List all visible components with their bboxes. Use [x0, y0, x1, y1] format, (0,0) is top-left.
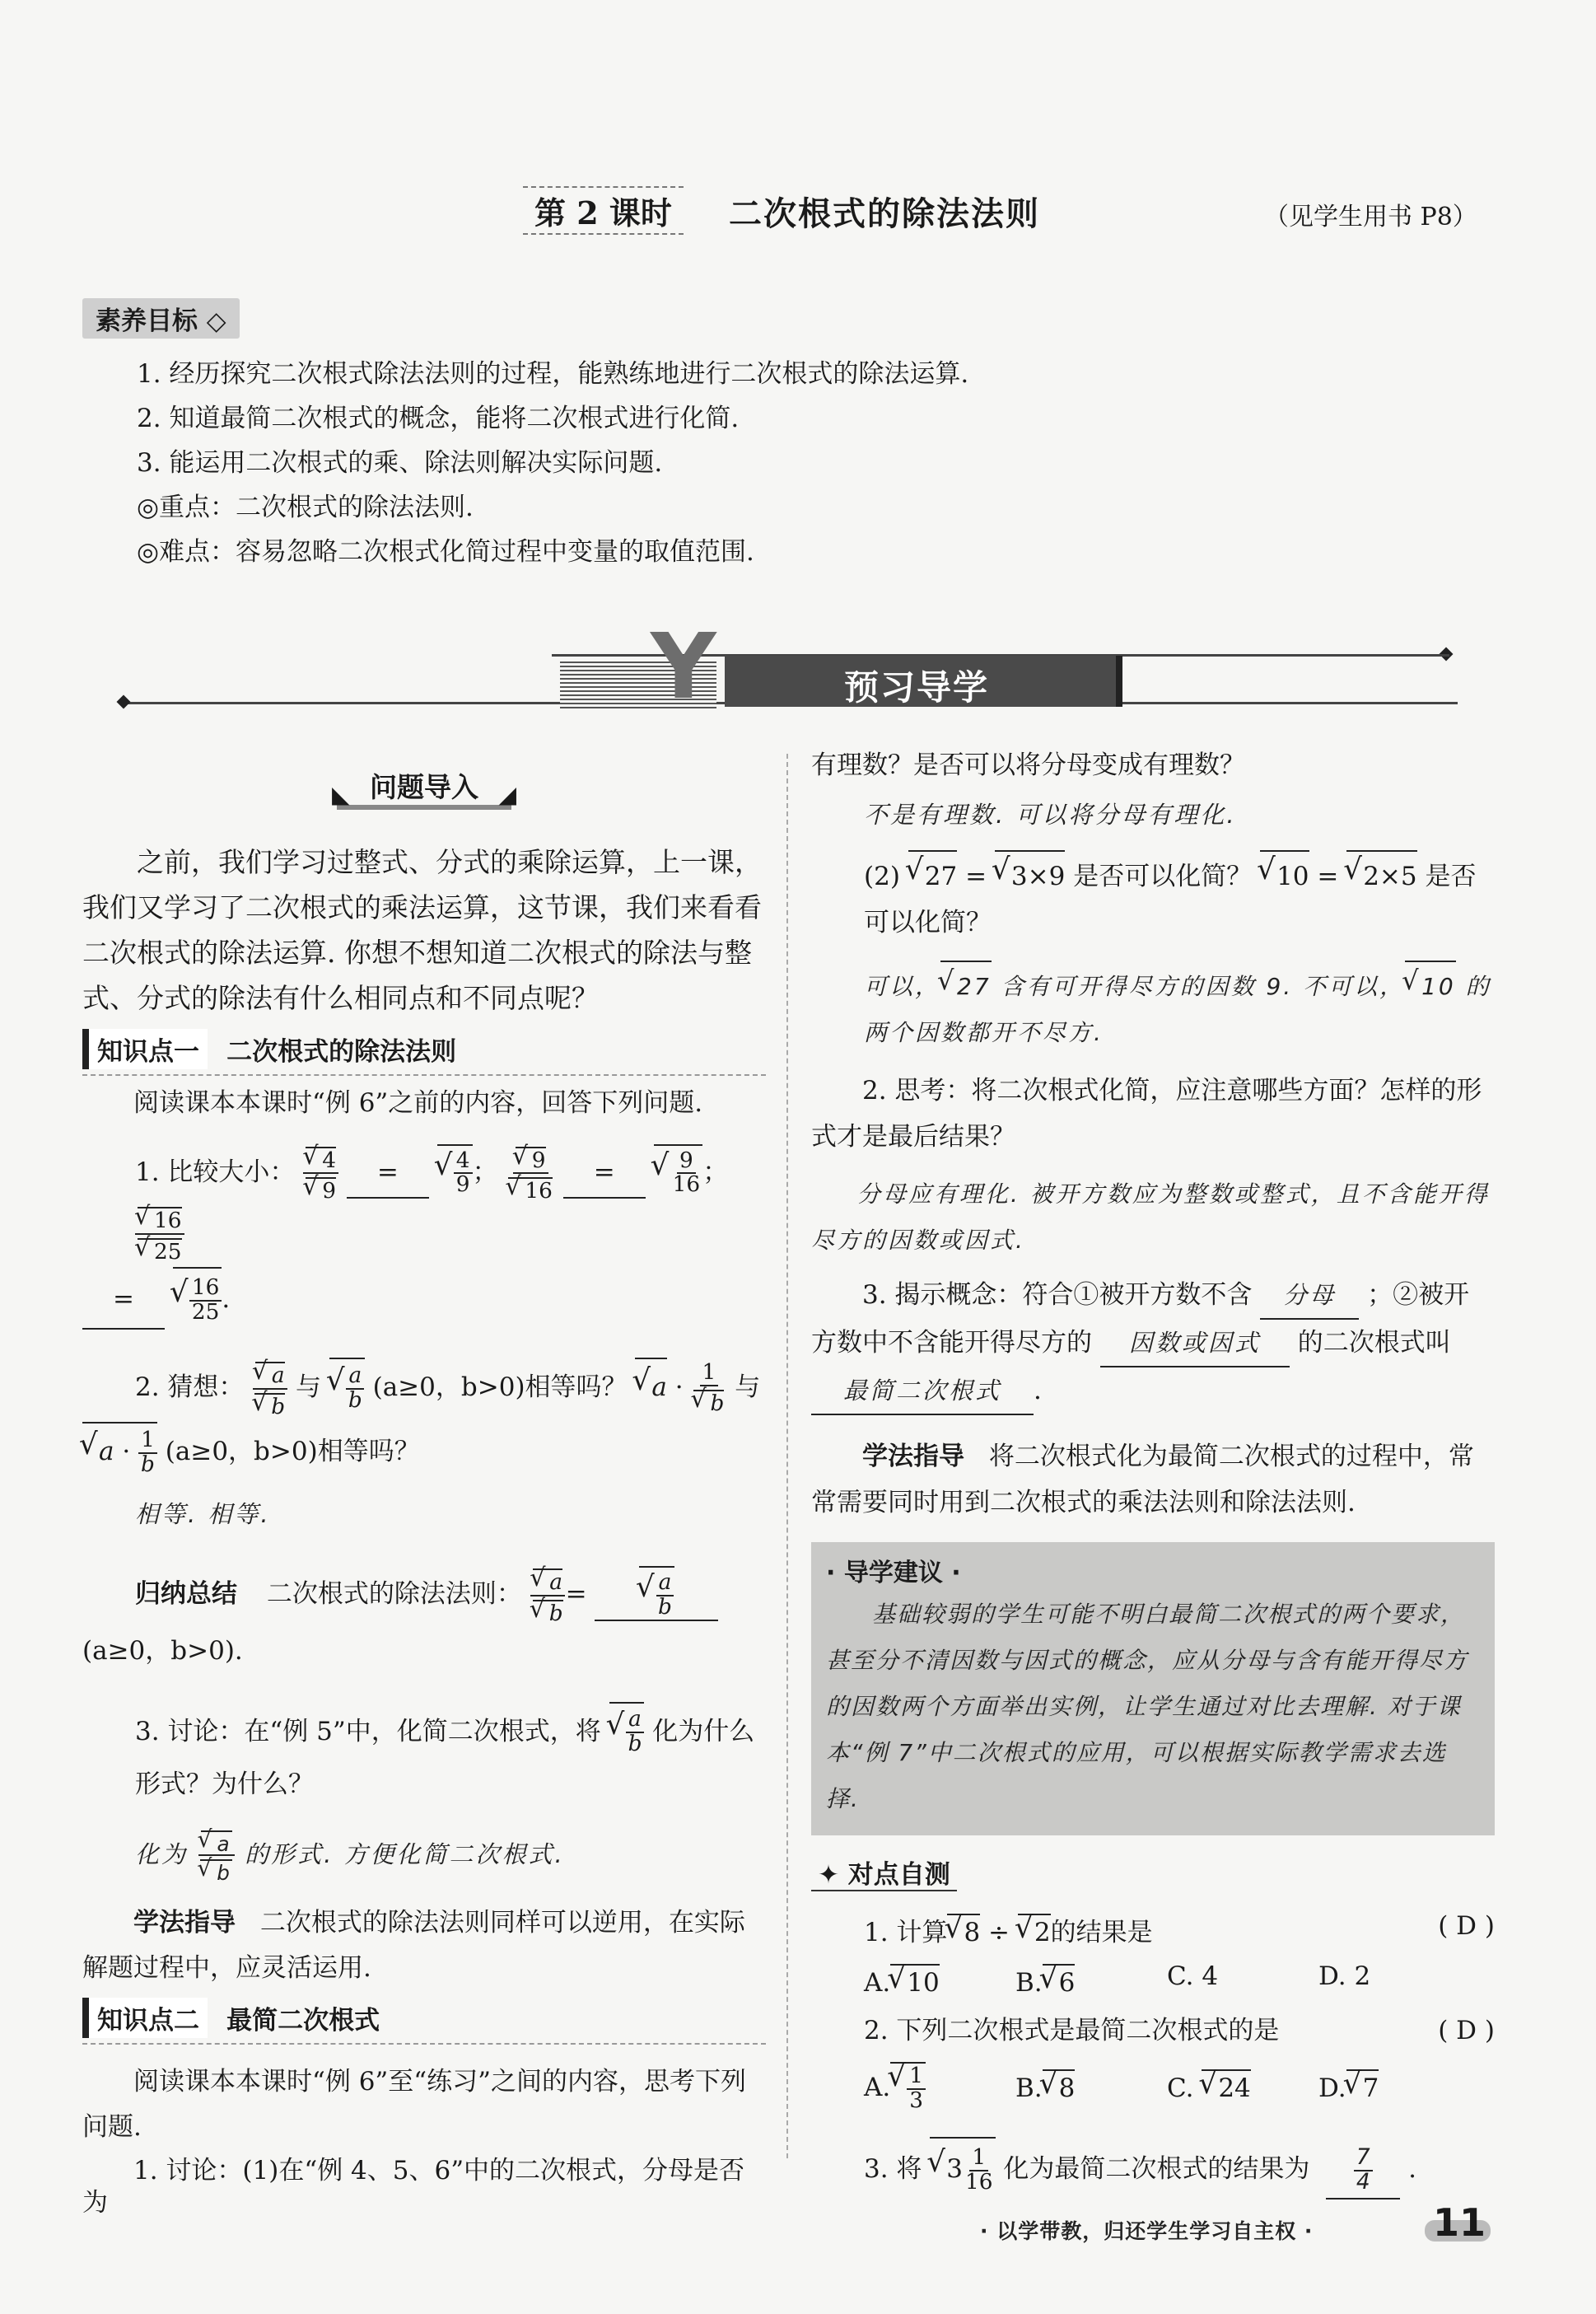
triangle-icon: ◣ [332, 781, 350, 808]
test-q2-options: A. √ $\frac{1}{3}$ B.√ 8 C. √ 24 D.√ 7 [811, 2059, 1495, 2112]
kp1-label: 知识点一 [82, 1029, 208, 1069]
q3-blank-1: 分母 [1260, 1272, 1359, 1320]
diamond-icon: ◇ [198, 306, 226, 336]
banner-letter: Y [651, 614, 716, 719]
kp1-title: 二次根式的除法法则 [226, 1037, 457, 1067]
lesson-number: 第 2 课时 [523, 186, 684, 235]
goals-section [82, 298, 1524, 574]
banner-title: 预习导学 [844, 667, 990, 708]
q1-blank-1: = [347, 1148, 429, 1199]
q2-answer: 相等. 相等. [135, 1500, 271, 1529]
lesson-header [506, 181, 1083, 239]
right-column [811, 750, 1495, 2199]
summary-label: 归纳总结 [135, 1579, 237, 1610]
kp1-q2: 2. 猜想： √ a √ b 与 √ $\frac{a}{b}$ (a≥0，b>0)相等吗？ √ a · 1 √ b 与 [82, 1354, 766, 1419]
footer-slogan: · 以学带教，归还学生学习自主权 · [980, 2219, 1314, 2243]
banner-dot-left [117, 695, 131, 709]
kp2-title: 最简二次根式 [226, 2006, 380, 2036]
page-number: 11 [1433, 2200, 1486, 2245]
kp2-q1-2: (2) √ 27 = √ 3×9 是否可以化简？ √ 10 = √ 2×5 是否可以化简？ [811, 847, 1495, 946]
test-q1-options: A.√ 10 B.√ 6 C. 4 D. 2 [811, 1961, 1495, 1999]
goal-item: 3. 能运用二次根式的乘、除法则解决实际问题. [137, 448, 663, 478]
banner-title-box [725, 656, 1122, 707]
advice-box [811, 1542, 1495, 1835]
goals-label: 素养目标 ◇ [82, 298, 240, 339]
right-method-guide: 学法指导 将二次根式化为最简二次根式的过程中，常常需要同时用到二次根式的乘法法则和除法法则. [811, 1441, 1474, 1517]
goal-item: 2. 知道最简二次根式的概念，能将二次根式进行化简. [137, 404, 740, 433]
q3-blank-3: 最简二次根式 [811, 1367, 1034, 1415]
kp1-heading [82, 1029, 766, 1076]
kp1-read: 阅读课本本课时“例 6”之前的内容，回答下列问题. [133, 1088, 703, 1118]
kp2-q1-answer: 不是有理数. 可以将分母有理化. [864, 800, 1237, 829]
kp2-q1: 1. 讨论：(1)在“例 4、5、6”中的二次根式，分母是否为 [82, 2156, 745, 2218]
kp2-q1-2-answer: 可以，√ 27 含有可开得尽方的因数 9. 不可以，√ 10 的两个因数都开不尽方. [811, 957, 1495, 1056]
goal-item: ◎难点：容易忽略二次根式化简过程中变量的取值范围. [137, 537, 754, 567]
test-q3-blank: $\frac{7}{4}$ [1326, 2140, 1400, 2199]
kp1-q1: 1. 比较大小： √ 4 √ 9 = √ $\frac{4}{9}$ ； √ 9 √ 16 = √ $\frac{9}{16}$ ； √ 16 √ 25 [82, 1141, 766, 1264]
test-q2-answer: ( D ) [1438, 2016, 1495, 2046]
footer [947, 2200, 1524, 2253]
self-test-heading: ✦ 对点自测 [811, 1854, 1495, 1891]
test-q1-answer: ( D ) [1438, 1910, 1495, 1941]
test-q3: 3. 将 √ 3 $\frac{1}{16}$ 化为最简二次根式的结果为 $\frac{7}{4}$ . [811, 2134, 1495, 2199]
kp2-q2-answer: 分母应有理化. 被开方数应为整数或整式，且不含能开得尽方的因数或因式. [811, 1180, 1490, 1254]
kp1-q2-line2: √ a · $\frac{1}{b}$ (a≥0，b>0)相等吗？ [82, 1419, 766, 1478]
summary: 归纳总结 二次根式的除法法则： √ a √ b = √ $\frac{a}{b}$ [82, 1563, 766, 1625]
kp2-label: 知识点二 [82, 1998, 208, 2038]
goal-item: ◎重点：二次根式的除法法则. [137, 493, 474, 522]
triangle-icon: ◢ [498, 781, 516, 808]
advice-text: 基础较弱的学生可能不明白最简二次根式的两个要求，甚至分不清因数与因式的概念，应从分母与含有能开得尽方的因数两个方面举出实例，让学生通过对比去理解. 对于课本“例 7”中二次根式的应用，可以根据实际教学需求去选择. [826, 1600, 1469, 1812]
section-banner [124, 614, 1458, 725]
method-guide: 学法指导 二次根式的除法法则同样可以逆用，在实际解题过程中，应灵活运用. [82, 1908, 745, 1984]
kp1-q1-line2: = √ $\frac{16}{25}$ . [82, 1264, 766, 1330]
intro-text: 之前，我们学习过整式、分式的乘除运算，上一课，我们又学习了二次根式的乘法运算，这节课，我们来看看二次根式的除法运算. 你想不想知道二次根式的除法与整式、分式的除法有什么相同点和不同点呢？ [82, 846, 762, 1014]
advice-title: · 导学建议 · [826, 1558, 961, 1587]
goals-list [82, 352, 1524, 574]
q1-blank-2: = [563, 1148, 646, 1199]
kp2-q2: 2. 思考：将二次根式化简，应注意哪些方面？怎样的形式才是最后结果？ [811, 1075, 1482, 1152]
q3-blank-2: 因数或因式 [1100, 1320, 1290, 1367]
star-icon: ✦ [818, 1859, 839, 1890]
intro-heading: ◣ 问题导入 ◢ [82, 766, 766, 810]
test-q1: 1. 计算√ 8 ÷ √ 2的结果是 ( D ) [811, 1910, 1495, 1949]
left-column [82, 758, 766, 2219]
q3-answer: 化为 √ a √ b 的形式. 方便化简二次根式. [135, 1827, 766, 1885]
q1-blank-3: = [82, 1270, 165, 1330]
page-title: 二次根式的除法法则 [729, 194, 1040, 233]
kp1-q3: 3. 讨论：在“例 5”中，化简二次根式，将 √ $\frac{a}{b}$ 化为什么形式？为什么？ [82, 1699, 766, 1811]
q1-prefix: 1. 比较大小： [135, 1157, 296, 1187]
test-q2: 2. 下列二次根式是最简二次根式的是 ( D ) [864, 2016, 1495, 2046]
summary-cond: (a≥0，b>0). [82, 1635, 243, 1666]
goal-item: 1. 经历探究二次根式除法法则的过程，能熟练地进行二次根式的除法运算. [137, 359, 969, 389]
kp2-q3: 3. 揭示概念：符合①被开方数不含 分母 ；②被开方数中不含能开得尽方的 因数或因式 的二次根式叫 最简二次根式 . [811, 1272, 1495, 1415]
kp2-q1-cont: 有理数？是否可以将分母变成有理数？ [811, 750, 1245, 780]
kp2-heading [82, 1998, 766, 2045]
column-divider [786, 754, 788, 2158]
book-reference: （见学生用书 P8） [1264, 203, 1477, 231]
summary-blank: √ $\frac{a}{b}$ [595, 1563, 718, 1620]
kp2-read: 阅读课本本课时“例 6”至“练习”之间的内容，思考下列问题. [82, 2067, 746, 2143]
